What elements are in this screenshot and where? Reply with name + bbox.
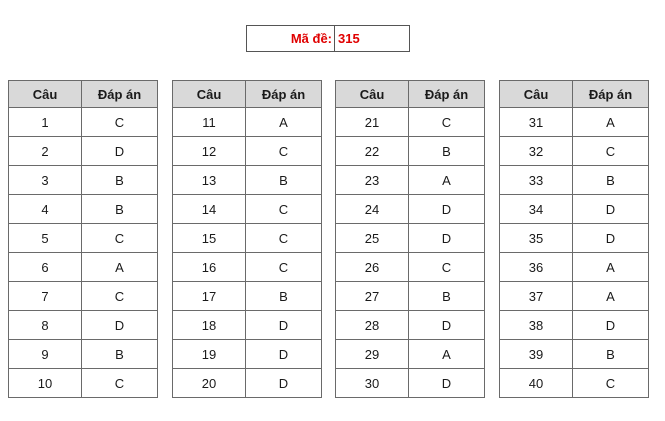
exam-code-label: Mã đề: xyxy=(247,26,335,51)
table-row xyxy=(9,108,158,137)
table-row xyxy=(336,137,485,166)
question-number-cell: 20 xyxy=(173,369,246,398)
answer-cell: A xyxy=(82,253,158,282)
answer-cell: A xyxy=(409,340,485,369)
table-row xyxy=(336,253,485,282)
question-number-cell: 23 xyxy=(336,166,409,195)
answer-cell: C xyxy=(82,108,158,137)
header-row xyxy=(500,81,649,108)
answer-cell: D xyxy=(409,195,485,224)
question-number-cell: 34 xyxy=(500,195,573,224)
table-row xyxy=(173,224,322,253)
table-row xyxy=(173,195,322,224)
answer-cell: A xyxy=(246,108,322,137)
table-row xyxy=(173,108,322,137)
table-row xyxy=(173,137,322,166)
question-number-cell: 30 xyxy=(336,369,409,398)
answer-column-header: Đáp án xyxy=(409,81,485,108)
question-number-cell: 1 xyxy=(9,108,82,137)
answer-column-header: Đáp án xyxy=(82,81,158,108)
answer-cell: D xyxy=(409,311,485,340)
table-row xyxy=(500,224,649,253)
question-number-cell: 28 xyxy=(336,311,409,340)
question-number-cell: 37 xyxy=(500,282,573,311)
table-row xyxy=(9,137,158,166)
answer-cell: C xyxy=(246,224,322,253)
answer-table-1 xyxy=(8,80,158,398)
question-number-cell: 10 xyxy=(9,369,82,398)
answer-cell: D xyxy=(573,311,649,340)
table-row xyxy=(500,137,649,166)
table-row xyxy=(173,253,322,282)
table-row xyxy=(336,340,485,369)
answer-cell: B xyxy=(246,282,322,311)
question-number-cell: 3 xyxy=(9,166,82,195)
question-number-cell: 9 xyxy=(9,340,82,369)
answer-cell: C xyxy=(82,369,158,398)
answer-column-header: Đáp án xyxy=(573,81,649,108)
table-row xyxy=(9,369,158,398)
answer-cell: B xyxy=(246,166,322,195)
table-row xyxy=(9,253,158,282)
question-number-cell: 24 xyxy=(336,195,409,224)
answer-column-header: Đáp án xyxy=(246,81,322,108)
question-number-cell: 5 xyxy=(9,224,82,253)
table-row xyxy=(500,195,649,224)
question-number-cell: 35 xyxy=(500,224,573,253)
table-row xyxy=(336,311,485,340)
question-number-cell: 19 xyxy=(173,340,246,369)
question-number-cell: 32 xyxy=(500,137,573,166)
table-row xyxy=(500,253,649,282)
answer-cell: B xyxy=(573,340,649,369)
answer-cell: D xyxy=(409,369,485,398)
table-row xyxy=(336,195,485,224)
question-number-cell: 33 xyxy=(500,166,573,195)
question-number-cell: 11 xyxy=(173,108,246,137)
question-number-cell: 38 xyxy=(500,311,573,340)
table-row xyxy=(500,108,649,137)
answer-cell: C xyxy=(82,282,158,311)
question-number-cell: 21 xyxy=(336,108,409,137)
table-row xyxy=(9,340,158,369)
table-row xyxy=(500,369,649,398)
question-number-cell: 8 xyxy=(9,311,82,340)
exam-code-box xyxy=(246,25,410,52)
answer-cell: D xyxy=(246,340,322,369)
answer-cell: C xyxy=(246,137,322,166)
answer-cell: D xyxy=(573,195,649,224)
question-number-cell: 40 xyxy=(500,369,573,398)
question-column-header: Câu xyxy=(500,81,573,108)
table-row xyxy=(173,282,322,311)
answer-cell: B xyxy=(409,282,485,311)
question-number-cell: 29 xyxy=(336,340,409,369)
table-row xyxy=(9,311,158,340)
answer-cell: C xyxy=(246,195,322,224)
answer-cell: D xyxy=(246,311,322,340)
question-number-cell: 14 xyxy=(173,195,246,224)
question-number-cell: 2 xyxy=(9,137,82,166)
table-row xyxy=(336,166,485,195)
question-number-cell: 22 xyxy=(336,137,409,166)
table-row xyxy=(336,369,485,398)
answer-cell: D xyxy=(246,369,322,398)
answer-cell: A xyxy=(573,108,649,137)
header-row xyxy=(9,81,158,108)
question-number-cell: 25 xyxy=(336,224,409,253)
answer-cell: C xyxy=(573,369,649,398)
question-column-header: Câu xyxy=(173,81,246,108)
question-number-cell: 4 xyxy=(9,195,82,224)
table-row xyxy=(500,311,649,340)
table-row xyxy=(9,282,158,311)
answer-cell: C xyxy=(409,108,485,137)
table-row xyxy=(336,282,485,311)
answer-cell: B xyxy=(82,340,158,369)
table-row xyxy=(336,108,485,137)
answer-cell: D xyxy=(82,137,158,166)
question-column-header: Câu xyxy=(336,81,409,108)
table-row xyxy=(173,369,322,398)
question-number-cell: 31 xyxy=(500,108,573,137)
exam-code-value: 315 xyxy=(338,31,360,46)
answer-cell: D xyxy=(82,311,158,340)
answer-table-2 xyxy=(172,80,322,398)
question-number-cell: 7 xyxy=(9,282,82,311)
answer-cell: B xyxy=(82,166,158,195)
answer-cell: C xyxy=(409,253,485,282)
answer-table-3 xyxy=(335,80,485,398)
question-number-cell: 36 xyxy=(500,253,573,282)
table-row xyxy=(500,340,649,369)
answer-cell: A xyxy=(573,253,649,282)
table-row xyxy=(173,340,322,369)
table-row xyxy=(173,166,322,195)
answer-cell: A xyxy=(409,166,485,195)
header-row xyxy=(173,81,322,108)
answer-cell: D xyxy=(573,224,649,253)
answer-cell: D xyxy=(409,224,485,253)
table-row xyxy=(500,166,649,195)
question-number-cell: 39 xyxy=(500,340,573,369)
answer-cell: C xyxy=(573,137,649,166)
question-number-cell: 17 xyxy=(173,282,246,311)
answer-cell: C xyxy=(246,253,322,282)
header-row xyxy=(336,81,485,108)
question-number-cell: 13 xyxy=(173,166,246,195)
answer-cell: B xyxy=(573,166,649,195)
table-row xyxy=(173,311,322,340)
table-row xyxy=(336,224,485,253)
question-number-cell: 12 xyxy=(173,137,246,166)
question-number-cell: 26 xyxy=(336,253,409,282)
answer-cell: B xyxy=(82,195,158,224)
answer-cell: B xyxy=(409,137,485,166)
table-row xyxy=(9,195,158,224)
table-row xyxy=(500,282,649,311)
question-number-cell: 27 xyxy=(336,282,409,311)
question-number-cell: 16 xyxy=(173,253,246,282)
answer-cell: C xyxy=(82,224,158,253)
question-number-cell: 18 xyxy=(173,311,246,340)
answer-table-4 xyxy=(499,80,649,398)
question-column-header: Câu xyxy=(9,81,82,108)
table-row xyxy=(9,224,158,253)
question-number-cell: 15 xyxy=(173,224,246,253)
answer-cell: A xyxy=(573,282,649,311)
question-number-cell: 6 xyxy=(9,253,82,282)
table-row xyxy=(9,166,158,195)
